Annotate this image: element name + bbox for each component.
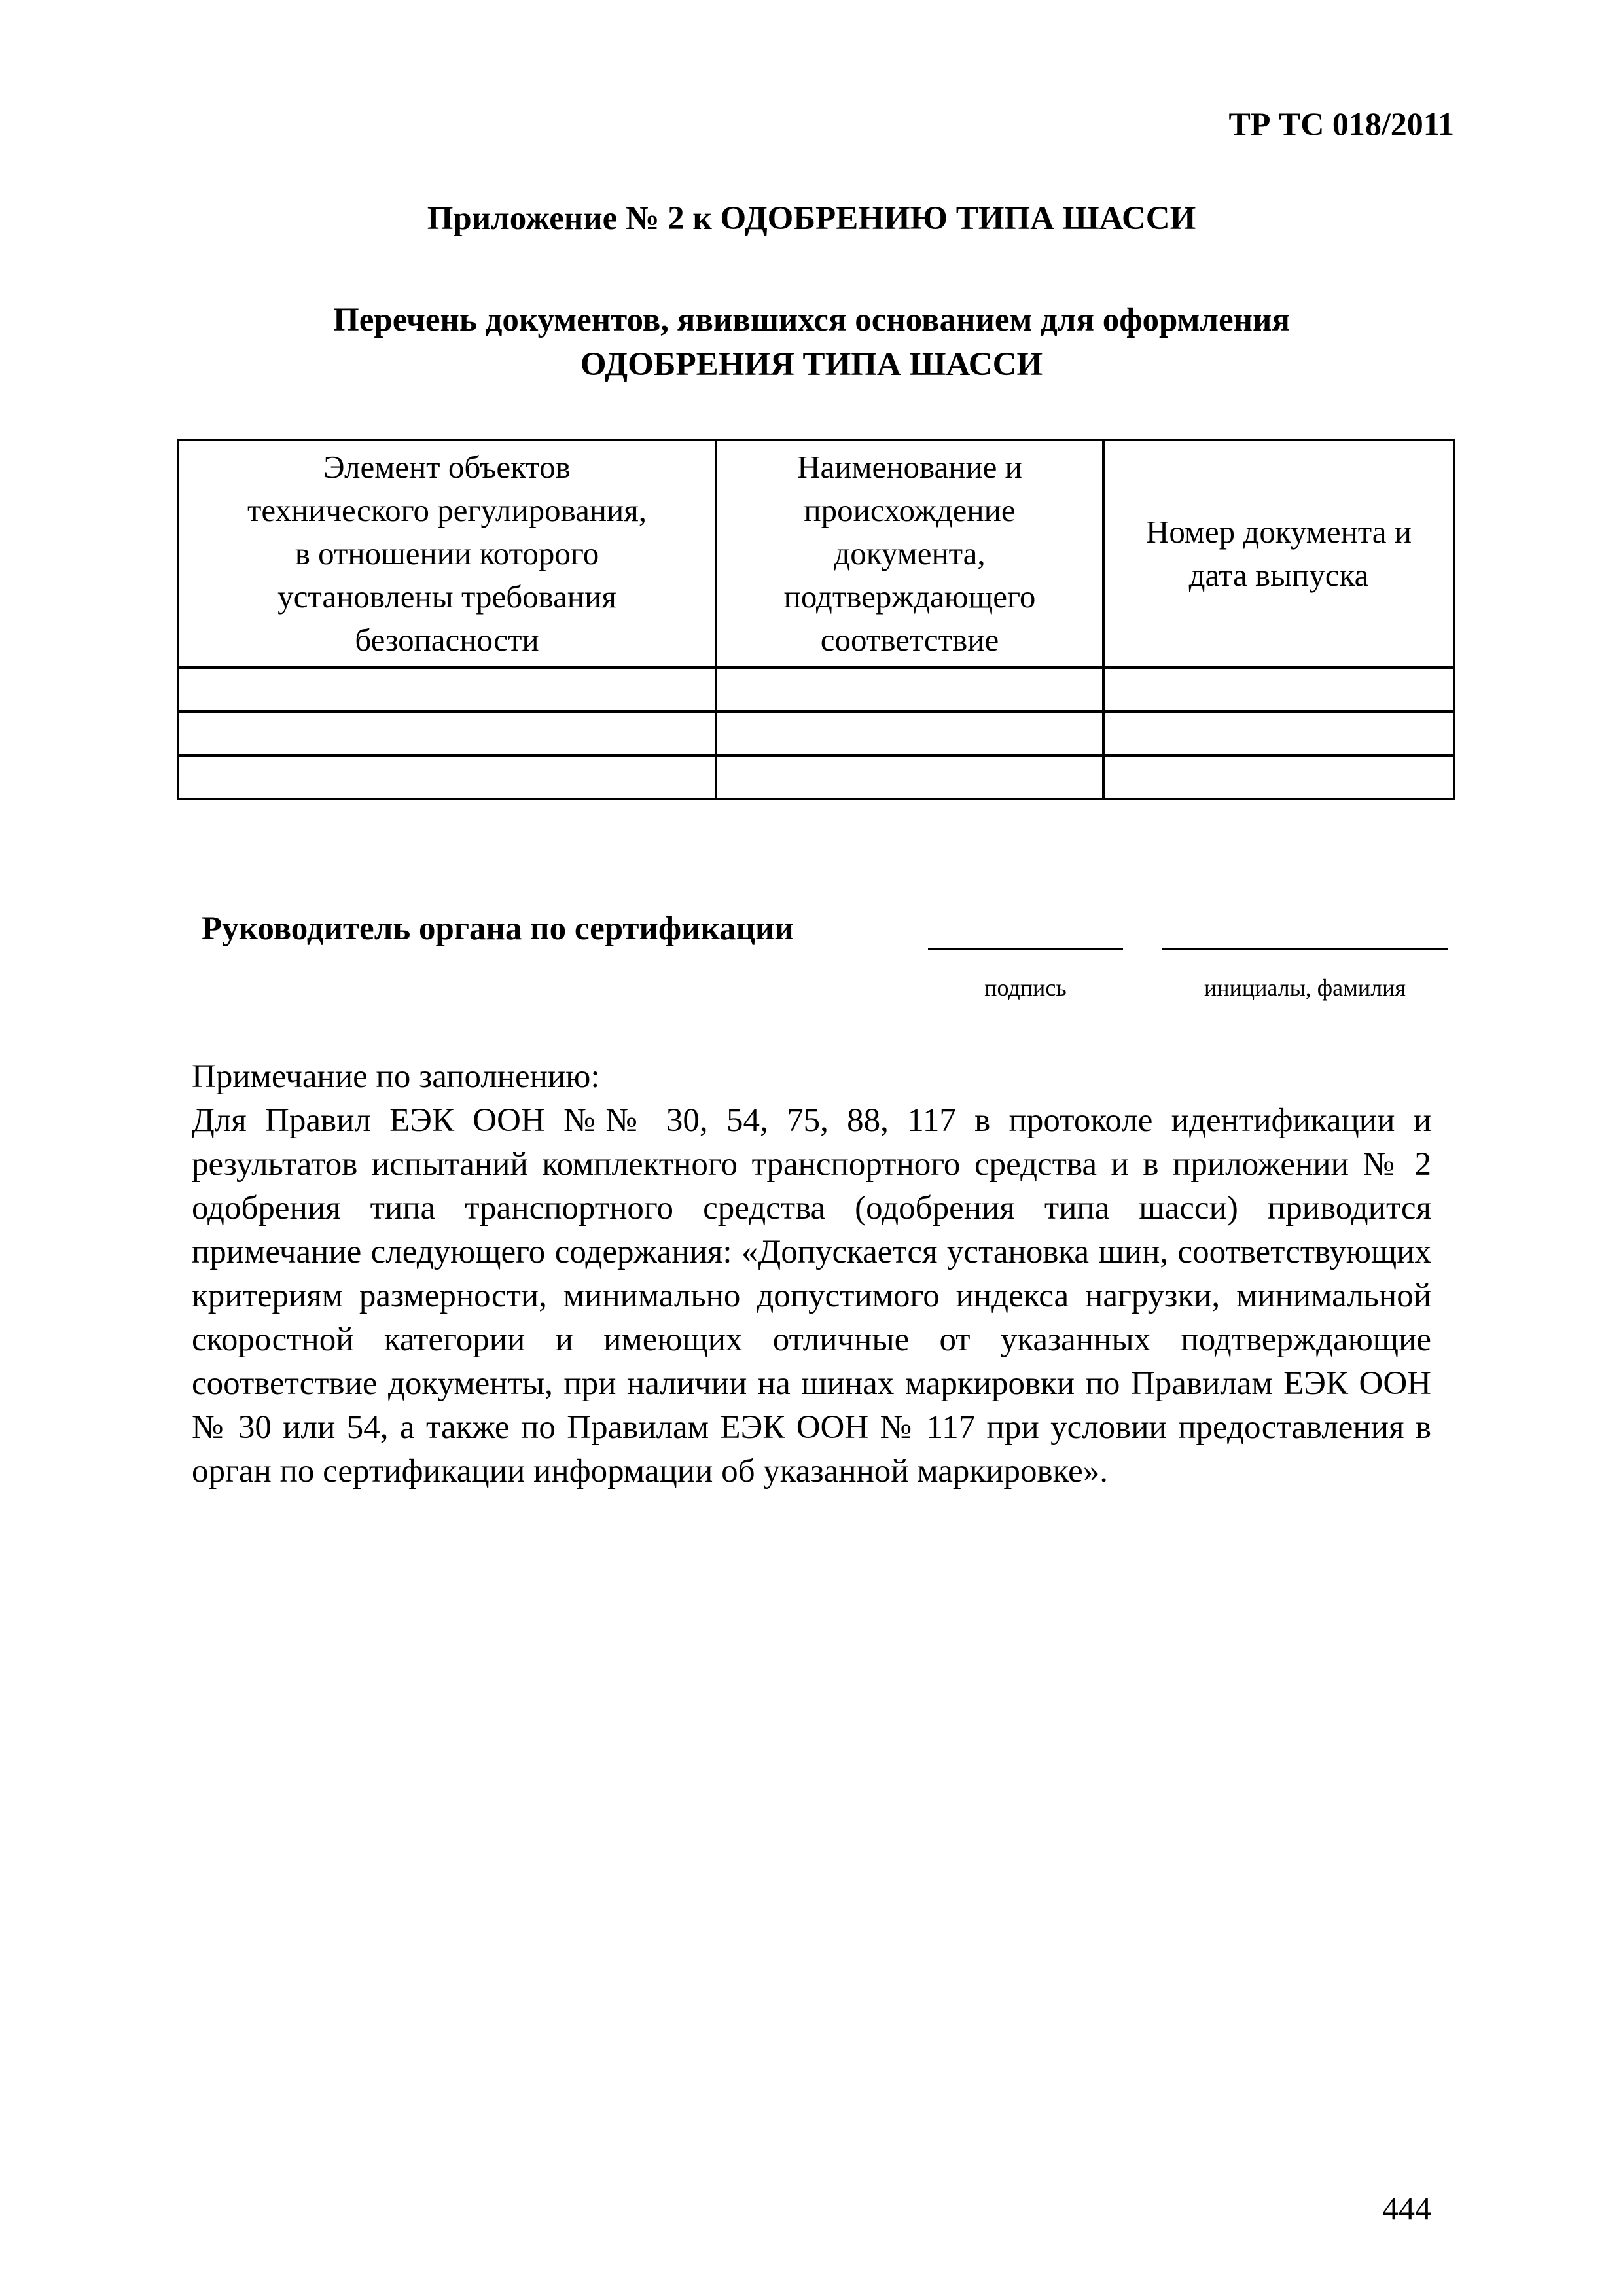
column-header-number-date bbox=[1103, 440, 1454, 668]
signature-line bbox=[928, 948, 1123, 950]
column-header-element bbox=[178, 440, 716, 668]
header-line: технического регулирования, bbox=[247, 492, 647, 528]
table-row bbox=[178, 668, 1454, 711]
header-line: соответствие bbox=[820, 622, 999, 658]
list-heading-line1: Перечень документов, явившихся основанием для оформления bbox=[333, 302, 1290, 338]
note-title: Примечание по заполнению: bbox=[192, 1058, 600, 1095]
note-text: Для Правил ЕЭК ООН №№ 30, 54, 75, 88, 117 в протоколе идентификации и результатов испытаний комплектного транспортного средства и в приложении № 2 одобрения типа транспортного средства (одобрения типа шасси) приводится примечание следующего содержания: «Допускается установка шин, соответствующих критериям размерности, минимально допустимого индекса нагрузки, минимальной скоростной категории и имеющих отличные от указанных подтверждающие соответствие документы, при наличии на шинах маркировки по Правилам ЕЭК ООН № 30 или 54, а также по Правилам ЕЭК ООН № 117 при условии предоставления в орган по сертификации информации об указанной маркировке». bbox=[192, 1102, 1431, 1490]
header-line: в отношении которого bbox=[294, 535, 599, 571]
header-line: подтверждающего bbox=[783, 579, 1036, 615]
table-cell bbox=[716, 711, 1103, 755]
column-header-document bbox=[716, 440, 1103, 668]
table-row bbox=[178, 755, 1454, 799]
annex-title: Приложение № 2 к ОДОБРЕНИЮ ТИПА ШАССИ bbox=[427, 200, 1196, 237]
document-code: ТР ТС 018/2011 bbox=[1228, 105, 1454, 142]
documents-table bbox=[177, 439, 1455, 800]
table-cell bbox=[1103, 668, 1454, 711]
table-cell bbox=[178, 668, 716, 711]
name-line bbox=[1162, 948, 1448, 950]
page-number: 444 bbox=[1382, 2190, 1431, 2227]
list-heading bbox=[0, 298, 1623, 387]
header-line: Наименование и bbox=[797, 449, 1022, 485]
name-caption: инициалы, фамилия bbox=[1204, 975, 1406, 1001]
list-heading-line2: ОДОБРЕНИЯ ТИПА ШАССИ bbox=[580, 346, 1043, 383]
header-line: установлены требования bbox=[277, 579, 616, 615]
header-line: происхождение bbox=[804, 492, 1016, 528]
signature-caption: подпись bbox=[984, 975, 1067, 1001]
signatory-label: Руководитель органа по сертификации bbox=[202, 910, 794, 947]
header-line: дата выпуска bbox=[1188, 557, 1369, 593]
table-cell bbox=[716, 668, 1103, 711]
table-header-row bbox=[178, 440, 1454, 668]
table-cell bbox=[1103, 755, 1454, 799]
table-row bbox=[178, 711, 1454, 755]
header-line: безопасности bbox=[355, 622, 539, 658]
table-cell bbox=[178, 755, 716, 799]
table-cell bbox=[178, 711, 716, 755]
header-line: документа, bbox=[834, 535, 986, 571]
table-cell bbox=[1103, 711, 1454, 755]
header-line: Элемент объектов bbox=[323, 449, 571, 485]
header-line: Номер документа и bbox=[1145, 514, 1412, 550]
table-cell bbox=[716, 755, 1103, 799]
